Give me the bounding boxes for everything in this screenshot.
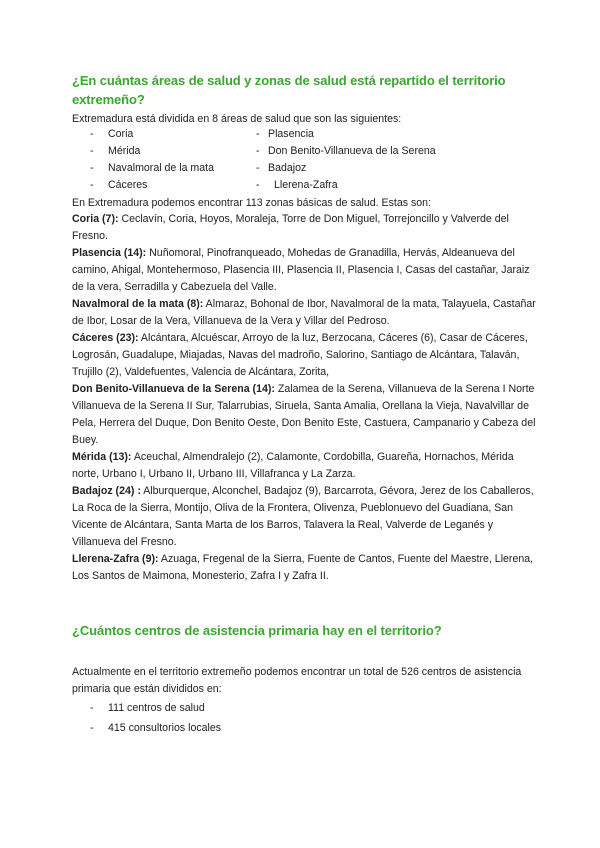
zone-text: Nuñomoral, Pinofranqueado, Mohedas de Granadilla, Hervás, Aldeanueva del camino, Ahigal, Montehermoso, Plasencia III, Plasencia II, Plasencia I, Casas del castañar, Jaraiz de la vera, Serradilla y Cabezuela del Valle.: [72, 247, 530, 293]
list-item: - Plasencia: [256, 126, 436, 143]
centers-list: [90, 698, 221, 738]
list-item: - Coria: [90, 126, 214, 143]
section2-title: ¿Cuántos centros de asistencia primaria hay en el territorio?: [72, 623, 442, 638]
list-item: - Badajoz: [256, 160, 436, 177]
zone-text: Ceclavín, Coria, Hoyos, Moraleja, Torre de Don Miguel, Torrejoncillo y Valverde del Fresno.: [72, 213, 509, 242]
zone-text: Alcántara, Alcuéscar, Arroyo de la luz, Berzocana, Cáceres (6), Casar de Cáceres, Logrosán, Guadalupe, Miajadas, Navas del madroño, Salorino, Santiago de Alcántara, Talaván, Trujillo (2), Valdefuentes, Valencia de Alcántara, Zorita,: [72, 332, 528, 378]
zone-paragraph: [72, 449, 542, 483]
zones-block: [72, 211, 542, 585]
zone-paragraph: [72, 551, 542, 585]
list-item: - Llerena-Zafra: [256, 177, 436, 194]
zone-paragraph: [72, 381, 542, 449]
zone-text: Aceuchal, Almendralejo (2), Calamonte, Cordobilla, Guareña, Hornachos, Mérida norte, Urbano I, Urbano II, Urbano III, Villafranca y La Zarza.: [72, 451, 514, 480]
zone-text: Azuaga, Fregenal de la Sierra, Fuente de Cantos, Fuente del Maestre, Llerena, Los Santos de Maimona, Monesterio, Zafra I y Zafra II.: [72, 553, 534, 582]
zone-label: Badajoz (24) :: [72, 485, 141, 497]
zone-label: Navalmoral de la mata (8):: [72, 298, 204, 310]
zone-paragraph: [72, 296, 542, 330]
zone-label: Don Benito-Villanueva de la Serena (14):: [72, 383, 275, 395]
zone-paragraph: [72, 245, 542, 296]
zones-intro: En Extremadura podemos encontrar 113 zonas básicas de salud. Estas son:: [72, 197, 432, 209]
list-item: - 415 consultorios locales: [90, 718, 221, 738]
zone-label: Coria (7):: [72, 213, 119, 225]
list-item: - Navalmoral de la mata: [90, 160, 214, 177]
zone-text: Alburquerque, Alconchel, Badajoz (9), Barcarrota, Gévora, Jerez de los Caballeros, La Roca de la Sierra, Montijo, Oliva de la Frontera, Olivenza, Pueblonuevo del Guadiana, San Vicente de Alcántara, Santa Marta de los Barros, Talavera la Real, Valverde de Leganés y Villanueva del Fresno.: [72, 485, 534, 548]
areas-list-left: [90, 126, 214, 194]
zone-text: Zalamea de la Serena, Villanueva de la Serena I Norte Villanueva de la Serena II Sur, Talarrubias, Siruela, Santa Amalia, Orellana la Vieja, Navalvillar de Pela, Herrera del Duque, Don Benito Oeste, Don Benito Este, Castuera, Campanario y Cabeza del Buey.: [72, 383, 536, 446]
zone-label: Cáceres (23):: [72, 332, 139, 344]
zone-text: Almaraz, Bohonal de Ibor, Navalmoral de la mata, Talayuela, Castañar de Ibor, Losar de la Vera, Villanueva de la Vera y Villar del Pedroso.: [72, 298, 536, 327]
areas-intro: Extremadura está dividida en 8 áreas de salud que son las siguientes:: [72, 113, 402, 125]
zone-paragraph: [72, 483, 542, 551]
list-item: - 111 centros de salud: [90, 698, 221, 718]
list-item: - Cáceres: [90, 177, 214, 194]
zone-label: Plasencia (14):: [72, 247, 147, 259]
zone-paragraph: [72, 211, 542, 245]
zone-label: Mérida (13):: [72, 451, 132, 463]
list-item: - Mérida: [90, 143, 214, 160]
zone-label: Llerena-Zafra (9):: [72, 553, 159, 565]
list-item: - Don Benito-Villanueva de la Serena: [256, 143, 436, 160]
section1-title: ¿En cuántas áreas de salud y zonas de salud está repartido el territorio extremeño?: [72, 73, 506, 107]
zone-paragraph: [72, 330, 542, 381]
section2-text: Actualmente en el territorio extremeño podemos encontrar un total de 526 centros de asistencia primaria que están divididos en:: [72, 666, 522, 695]
areas-list-right: [256, 126, 436, 194]
